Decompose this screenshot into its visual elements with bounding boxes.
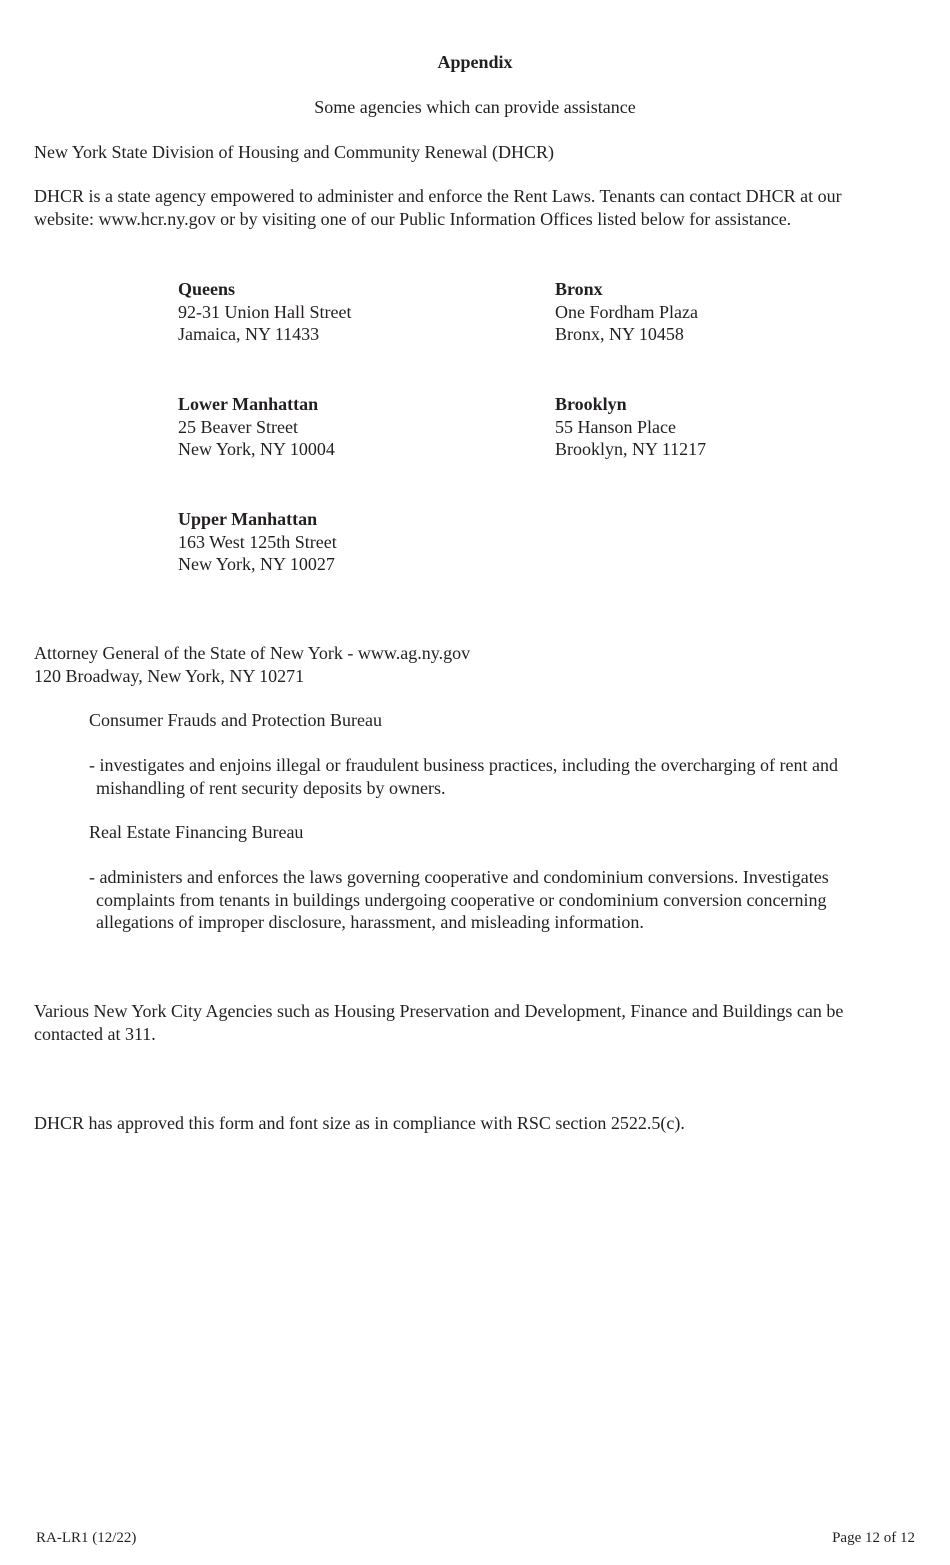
office-queens — [178, 278, 498, 346]
dhcr-heading: New York State Division of Housing and Community Renewal (DHCR) — [34, 142, 554, 162]
office-city: New York, NY 10027 — [178, 554, 335, 574]
office-bronx — [555, 278, 875, 346]
office-city: Jamaica, NY 11433 — [178, 324, 320, 344]
page-number: Page 12 of 12 — [832, 1530, 915, 1546]
office-name: Queens — [178, 279, 236, 299]
office-street: 25 Beaver Street — [178, 416, 298, 437]
form-id: RA-LR1 (12/22) — [36, 1530, 137, 1546]
bureau-description-consumer-frauds: - investigates and enjoins illegal or fraudulent business practices, including the overcharging of rent and mishandling of rent security deposits by owners. — [89, 755, 838, 798]
office-brooklyn — [555, 393, 875, 461]
office-city: Bronx, NY 10458 — [555, 324, 684, 344]
bureau-description-real-estate: - administers and enforces the laws governing cooperative and condominium conversions. Investigates complaints from tenants in buildings undergoing cooperative or condominium conversion concerning allegations of improper disclosure, harassment, and misleading information. — [89, 867, 829, 932]
office-name: Upper Manhattan — [178, 509, 318, 529]
page-subtitle: Some agencies which can provide assistance — [314, 97, 636, 117]
office-upper-manhattan — [178, 508, 498, 576]
bureau-name-consumer-frauds: Consumer Frauds and Protection Bureau — [89, 710, 382, 730]
compliance-note: DHCR has approved this form and font size as in compliance with RSC section 2522.5(c). — [34, 1113, 685, 1133]
office-street: One Fordham Plaza — [555, 301, 698, 322]
bureau-name-real-estate: Real Estate Financing Bureau — [89, 822, 304, 842]
office-name: Lower Manhattan — [178, 394, 319, 414]
office-city: Brooklyn, NY 11217 — [555, 439, 707, 459]
dhcr-intro: DHCR is a state agency empowered to administer and enforce the Rent Laws. Tenants can contact DHCR at our website: www.hcr.ny.gov or by visiting one of our Public Information Offices listed below for assistance. — [34, 186, 842, 229]
office-lower-manhattan — [178, 393, 498, 461]
office-street: 163 West 125th Street — [178, 531, 337, 552]
office-street: 92-31 Union Hall Street — [178, 301, 352, 322]
ag-address: 120 Broadway, New York, NY 10271 — [34, 666, 305, 686]
office-name: Brooklyn — [555, 394, 627, 414]
office-name: Bronx — [555, 279, 603, 299]
nyc-agencies-note: Various New York City Agencies such as Housing Preservation and Development, Finance and Buildings can be contacted at 311. — [34, 1001, 844, 1044]
office-street: 55 Hanson Place — [555, 416, 676, 437]
office-city: New York, NY 10004 — [178, 439, 335, 459]
ag-heading: Attorney General of the State of New York - www.ag.ny.gov — [34, 643, 471, 663]
page-title: Appendix — [437, 52, 513, 72]
